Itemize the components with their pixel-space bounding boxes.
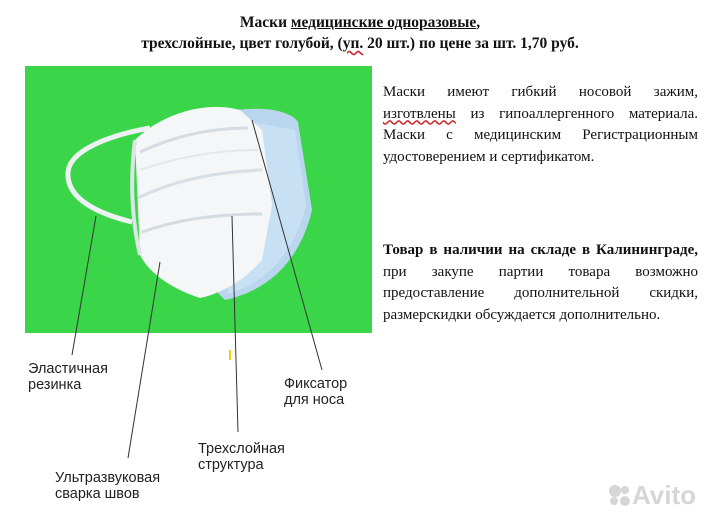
- stock-info-bold: Товар в наличии на складе в Калининграде,: [383, 242, 698, 258]
- spellcheck-word: изготвлены: [383, 105, 456, 122]
- mask-white-layer: [135, 107, 272, 298]
- title-underlined-text: медицинские одноразовые: [290, 14, 477, 31]
- avito-logo-icon: [606, 482, 632, 508]
- pointer-welding: [128, 262, 160, 458]
- avito-watermark: Avito: [606, 480, 706, 508]
- label-three-layer: Трехслойная структура: [198, 441, 285, 473]
- stock-info: Товар в наличии на складе в Калининграде, при закупе партии товара возможно предоставление дополнительной скидки, размерскидки обсуждается дополнительно.: [383, 242, 698, 323]
- label-nose-clip: Фиксатор для носа: [284, 376, 348, 408]
- label-ultrasonic-weld: Ультразвуковая сварка швов: [55, 470, 161, 502]
- product-description: Маски имеют гибкий носовой зажим, изготвлены из гипоаллергенного материала. Маски с медицинским Регистрационным удостоверением и сертификатом.: [383, 84, 698, 165]
- pointer-elastic: [72, 216, 96, 355]
- title-line-2: трехслойные, цвет голубой, (уп. 20 шт.) по цене за шт. 1,70 руб.: [141, 35, 579, 52]
- spellcheck-word: уп.: [342, 35, 364, 52]
- yellow-mark: [229, 350, 231, 360]
- label-elastic: Эластичная резинка: [28, 361, 108, 393]
- title-line-1: Маски медицинские одноразовые,: [239, 14, 481, 31]
